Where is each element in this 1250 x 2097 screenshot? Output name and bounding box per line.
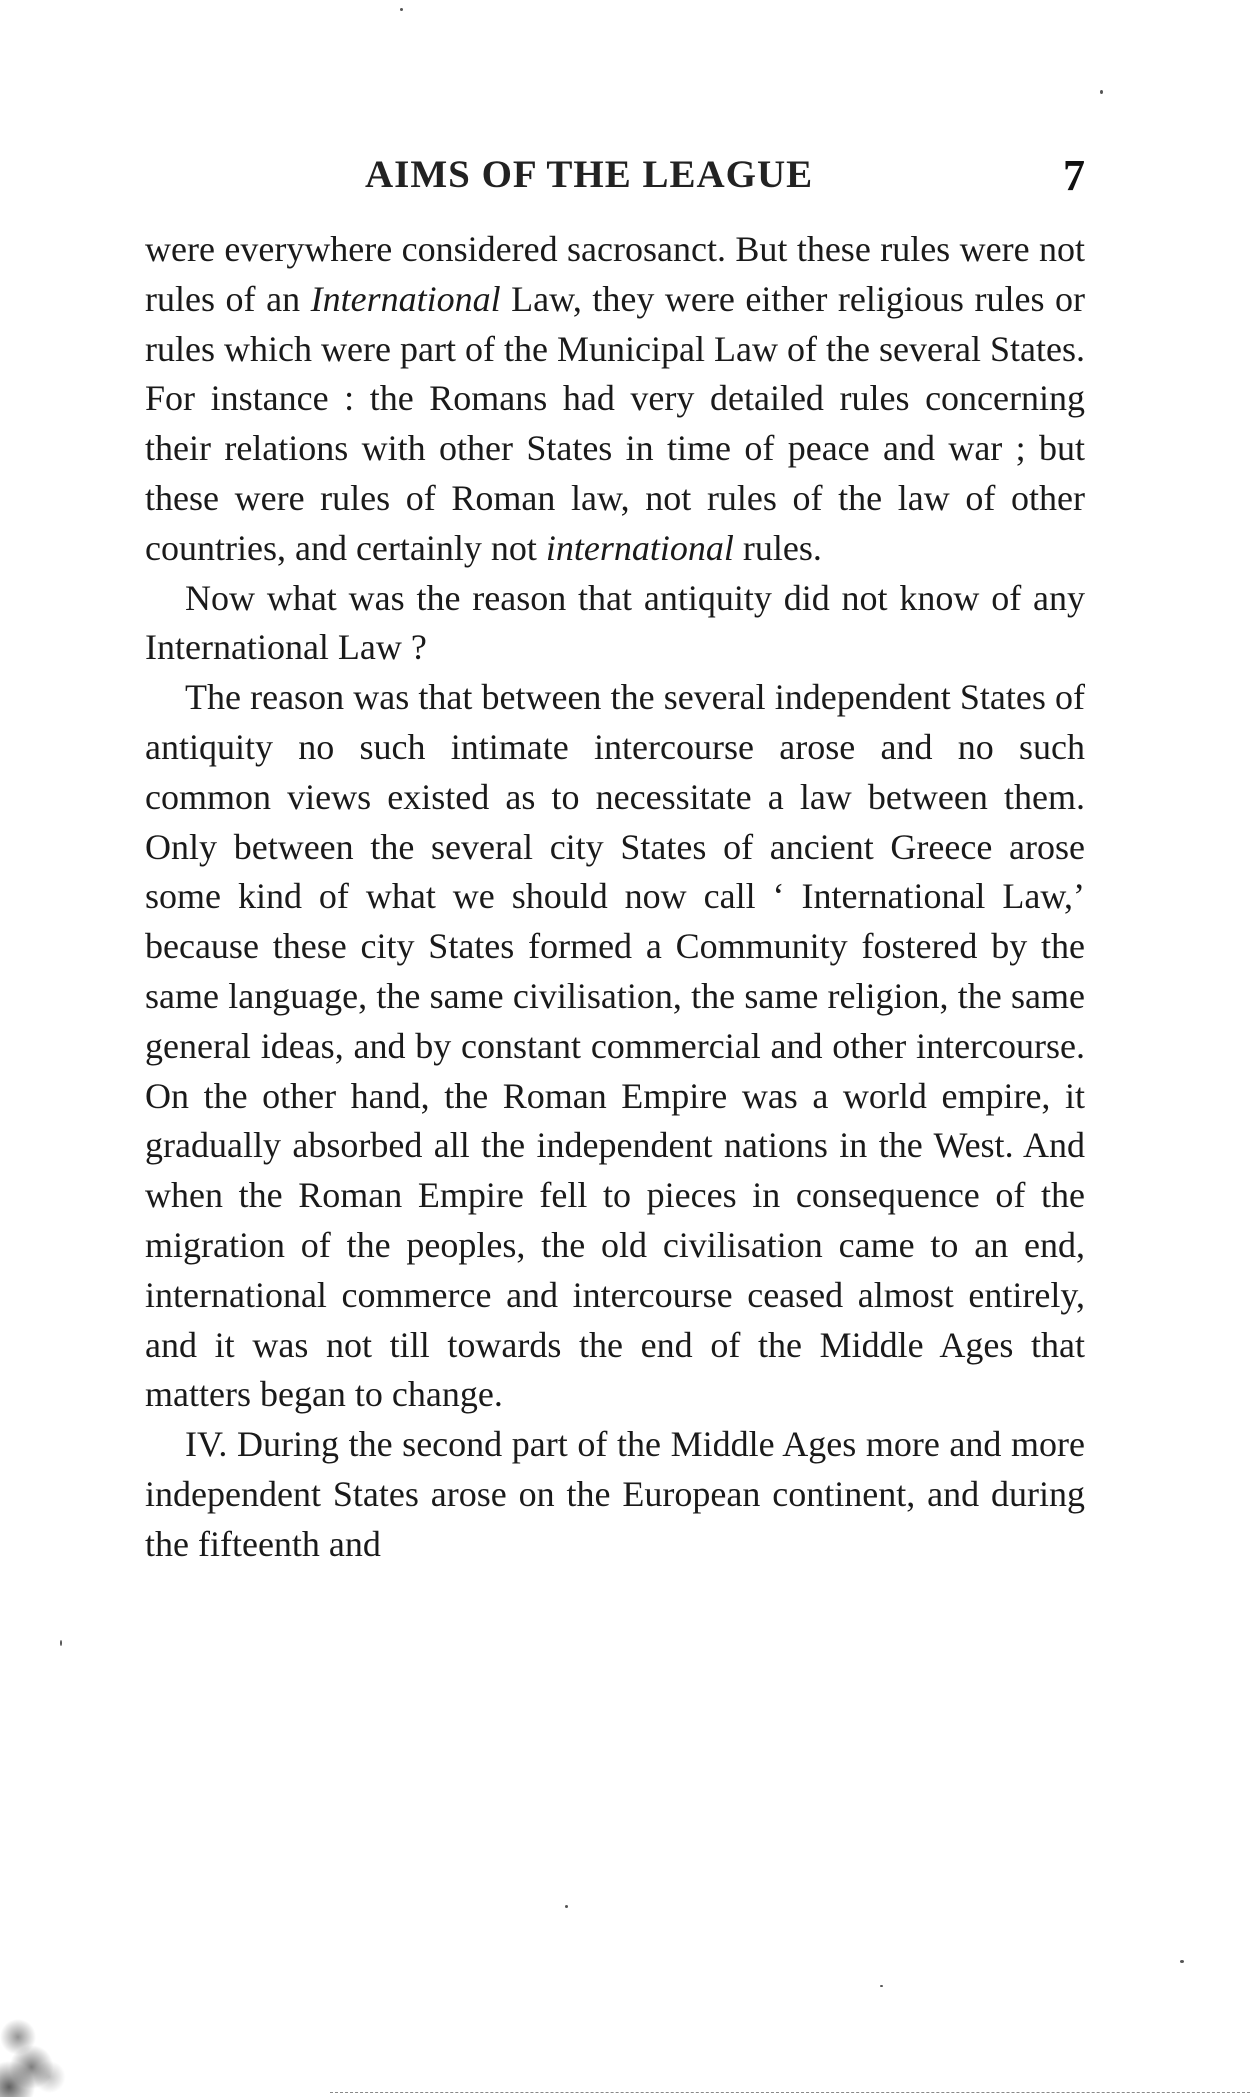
paragraph	[145, 574, 1085, 674]
scan-edge-rule	[330, 2092, 1250, 2093]
page-number: 7	[1063, 151, 1085, 200]
scan-speck	[565, 1905, 568, 1908]
scan-speck	[60, 1640, 62, 1646]
text-run: The reason was that between the several independent States of antiquity no such intimate intercourse arose and no such common views existed as to necessitate a law between them. Only between the several city States of ancient Greece arose some kind of what we should now call ‘ International Law,’ because these city States formed a Community fostered by the same language, the same civilisation, the same religion, the same general ideas, and by constant commercial and other intercourse. On the other hand, the Roman Empire was a world empire, it gradually absorbed all the independent nations in the West. And when the Roman Empire fell to pieces in consequence of the migration of the peoples, the old civilisation came to an end, international commerce and intercourse ceased almost entirely, and it was not till towards the end of the Middle Ages that matters began to change.	[145, 677, 1085, 1415]
text-run: IV. During the second part of the Middle Ages more and more independent States arose on the European continent, and during the fifteenth and	[145, 1424, 1085, 1564]
italic-text: International	[310, 278, 501, 319]
text-run: Now what was the reason that antiquity did not know of any International Law ?	[145, 577, 1085, 668]
scan-speck	[880, 1985, 883, 1987]
scan-speck	[400, 8, 403, 11]
italic-text: international	[545, 527, 734, 568]
body-text	[145, 225, 1085, 1570]
text-run: were everywhere considered sacrosanct. But these rules were not rules of an	[145, 229, 1085, 319]
text-run: Law, they were either religious rules or rules which were part of the Municipal Law of the several States. For instance : the Romans had very detailed rules concerning their relations with other States in time of peace and war ; but these were rules of Roman law, not rules of the law of other countries, and certainly not	[145, 278, 1086, 568]
running-head	[145, 152, 1085, 212]
scan-speck	[1100, 90, 1103, 94]
paragraph	[145, 1420, 1085, 1569]
scan-shadow	[0, 1897, 90, 2097]
paragraph	[145, 673, 1085, 1420]
scan-speck	[1180, 1960, 1184, 1963]
text-run: rules.	[733, 527, 822, 568]
running-title: AIMS OF THE LEAGUE	[365, 153, 814, 196]
paragraph	[145, 225, 1085, 574]
